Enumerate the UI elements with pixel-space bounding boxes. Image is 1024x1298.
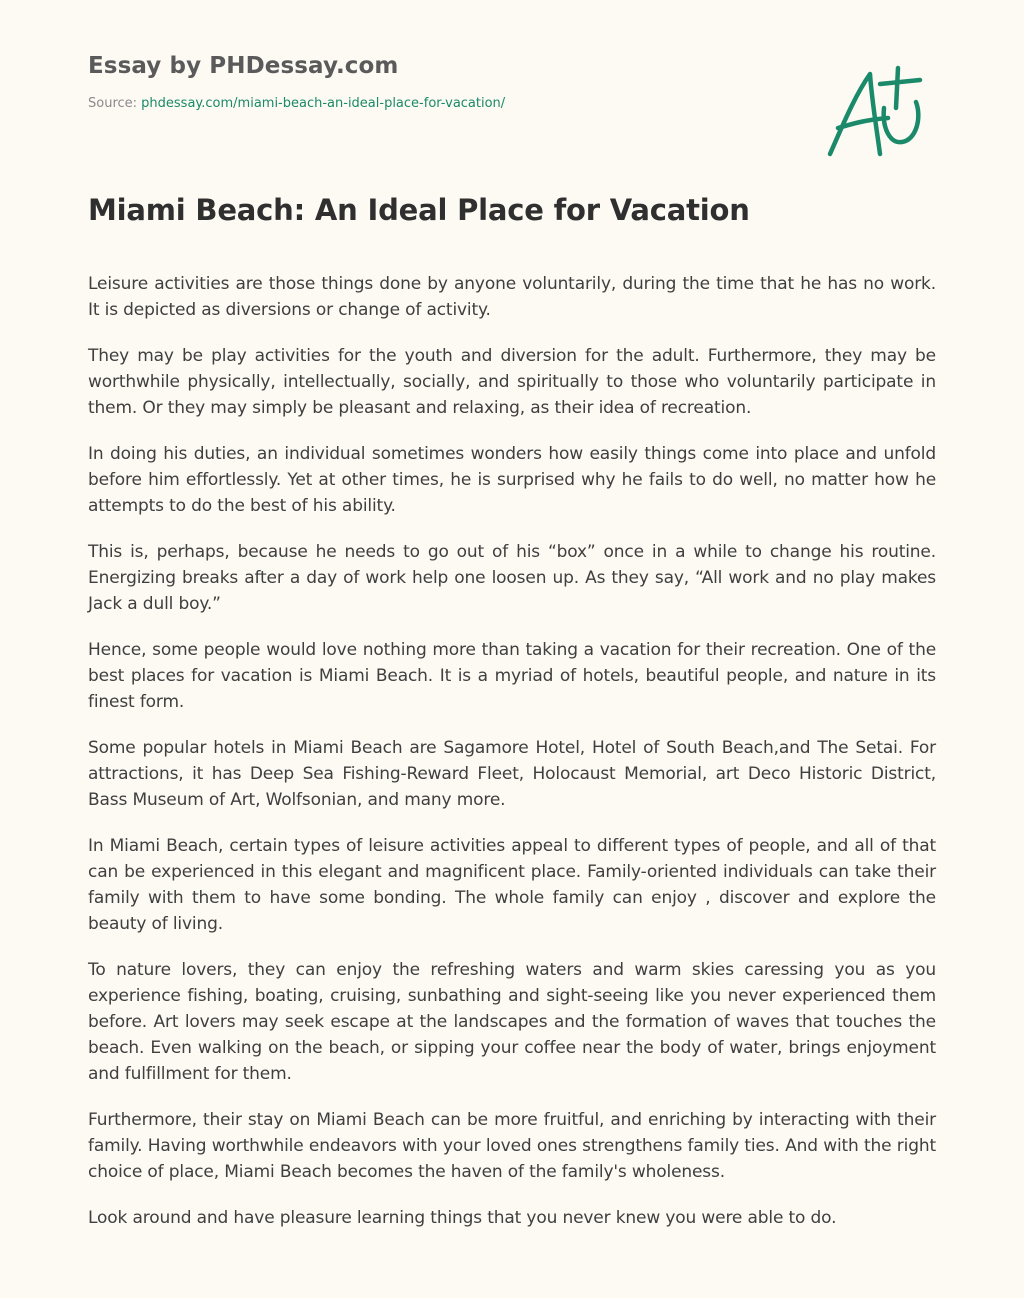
source-label: Source:	[88, 96, 138, 111]
source-link[interactable]: phdessay.com/miami-beach-an-ideal-place-for-vacation/	[141, 96, 506, 111]
paragraph: This is, perhaps, because he needs to go out of his “box” once in a while to change his routine. Energizing breaks after a day of work help one loosen up. As they say, “All work and no play makes Jack a dull boy.”	[88, 542, 936, 614]
a-plus-logo-icon	[822, 62, 932, 162]
paragraph: They may be play activities for the youth and diversion for the adult. Furthermore, they may be worthwhile physically, intellectually, socially, and spiritually to those who voluntarily participate in them. Or they may simply be pleasant and relaxing, as their idea of recreation.	[88, 346, 936, 418]
paragraph: Hence, some people would love nothing more than taking a vacation for their recreation. One of the best places for vacation is Miami Beach. It is a myriad of hotels, beautiful people, and nature in its finest form.	[88, 640, 936, 712]
header	[88, 50, 505, 114]
essay-title: Miami Beach: An Ideal Place for Vacation	[88, 193, 750, 227]
paragraph: Furthermore, their stay on Miami Beach can be more fruitful, and enriching by interacting with their family. Having worthwhile endeavors with your loved ones strengthens family ties. And with the right choice of place, Miami Beach becomes the haven of the family's wholeness.	[88, 1110, 936, 1182]
essay-body	[88, 271, 936, 1251]
paragraph: In Miami Beach, certain types of leisure activities appeal to different types of people, and all of that can be experienced in this elegant and magnificent place. Family-oriented individuals can take their family with them to have some bonding. The whole family can enjoy , discover and explore the beauty of living.	[88, 836, 936, 934]
source-line	[88, 94, 505, 114]
paragraph: Leisure activities are those things done by anyone voluntarily, during the time that he has no work. It is depicted as diversions or change of activity.	[88, 274, 936, 320]
paragraph: Some popular hotels in Miami Beach are Sagamore Hotel, Hotel of South Beach,and The Setai. For attractions, it has Deep Sea Fishing-Reward Fleet, Holocaust Memorial, art Deco Historic District, Bass Museum of Art, Wolfsonian, and many more.	[88, 738, 936, 810]
paragraph: In doing his duties, an individual sometimes wonders how easily things come into place and unfold before him effortlessly. Yet at other times, he is surprised why he fails to do well, no matter how he attempts to do the best of his ability.	[88, 444, 936, 516]
site-title: Essay by PHDessay.com	[88, 53, 399, 79]
paragraph: To nature lovers, they can enjoy the refreshing waters and warm skies caressing you as you experience fishing, boating, cruising, sunbathing and sight-seeing like you never experienced them before. Art lovers may seek escape at the landscapes and the formation of waves that touches the beach. Even walking on the beach, or sipping your coffee near the body of water, brings enjoyment and fulfillment for them.	[88, 960, 936, 1084]
paragraph: Look around and have pleasure learning things that you never knew you were able to do.	[88, 1208, 837, 1228]
